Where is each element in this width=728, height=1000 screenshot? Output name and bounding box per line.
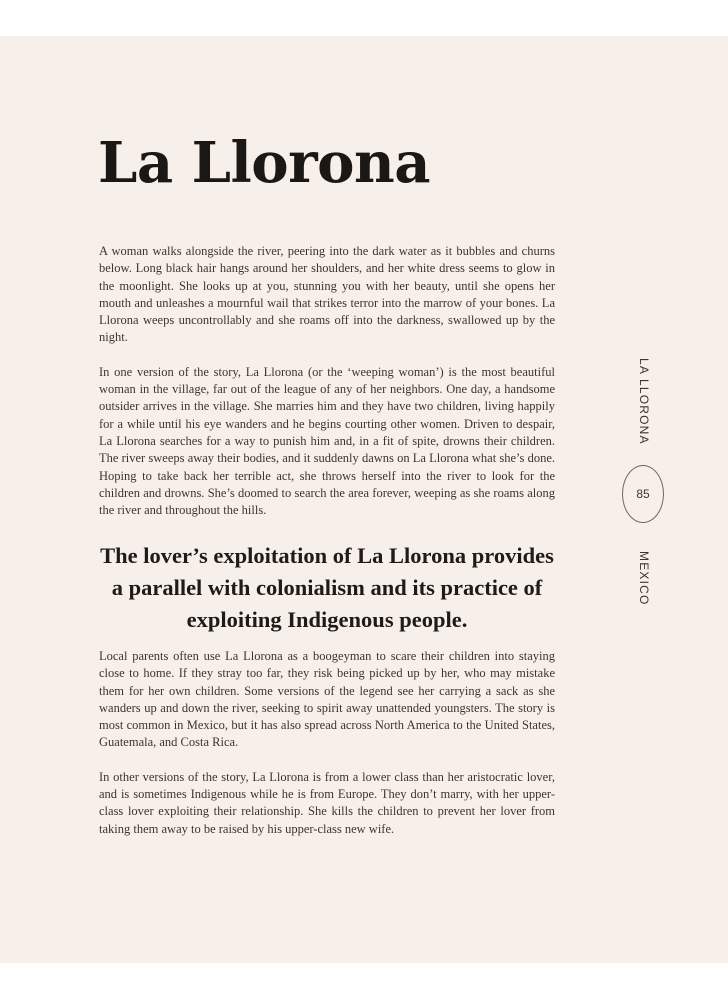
region-label: MEXICO <box>637 551 651 606</box>
book-page <box>0 36 728 963</box>
intro-text <box>99 243 555 519</box>
paragraph: In one version of the story, La Llorona (or the ‘weeping woman’) is the most beautiful woman in the village, far out of the league of any of her neighbors. One day, a handsome outsider arrives in the village. She marries him and they have two children, living happily for a while until his eye wanders and he begins courting other women. Driven to despair, La Llorona searches for a way to punish him and, in a fit of spite, drowns their children. The river sweeps away their bodies, and it suddenly dawns on La Llorona what she’s done. Hoping to take back her terrible act, she throws herself into the river to look for the children and drowns. She’s doomed to search the area forever, weeping as she roams along the river and throughout the hills. <box>99 364 555 518</box>
pull-quote: The lover’s exploitation of La Llorona provides a parallel with colonialism and its practice of exploiting Indigenous people. <box>100 543 554 632</box>
running-title: LA LLORONA <box>637 358 651 445</box>
page-title: La Llorona <box>98 130 431 196</box>
paragraph: Local parents often use La Llorona as a boogeyman to scare their children into staying close to home. If they stray too far, they risk being picked up by her, who may mistake them for her own children. Some versions of the legend see her carrying a sack as she wanders up and down the river, seeking to spirit away unattended youngsters. The story is most common in Mexico, but it has also spread across North America to the United States, Guatemala, and Costa Rica. <box>99 649 555 750</box>
paragraph: A woman walks alongside the river, peering into the dark water as it bubbles and churns below. Long black hair hangs around her shoulders, and her white dress seems to glow in the moonlight. She looks up at you, stunning you with her beauty, until she opens her mouth and unleashes a mournful wail that strikes terror into the marrow of your bones. La Llorona weeps uncontrollably and she roams off into the darkness, swallowed up by the night. <box>99 244 555 345</box>
page-number: 85 <box>622 465 664 523</box>
paragraph: In other versions of the story, La Llorona is from a lower class than her aristocratic lover, and is sometimes Indigenous while he is from Europe. They don’t marry, with her upper-class lover exploiting their relationship. She kills the children to prevent her lover from taking them away to be raised by his upper-class new wife. <box>99 769 555 836</box>
continued-text <box>99 648 555 838</box>
